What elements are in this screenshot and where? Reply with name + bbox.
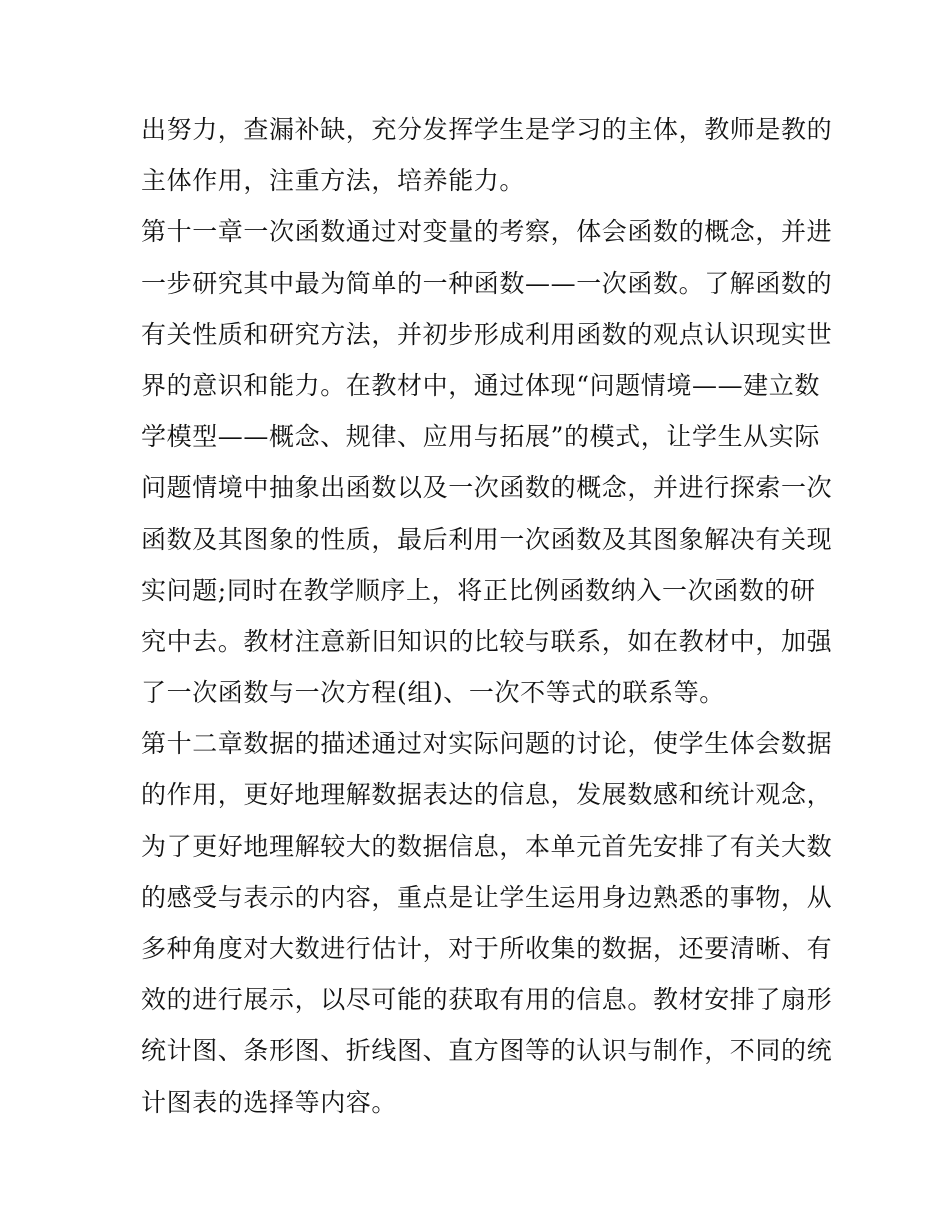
text-line: 计图表的选择等内容。	[141, 1087, 398, 1117]
text-line: 有关性质和研究方法，并初步形成利用函数的观点认识现实世	[141, 319, 833, 349]
text-line: 多种角度对大数进行估计，对于所收集的数据，还要清晰、有	[141, 934, 833, 963]
text-line: 一步研究其中最为简单的一种函数——一次函数。了解函数的	[141, 268, 833, 298]
text-line: 主体作用，注重方法，培养能力。	[141, 166, 526, 196]
text-line: 统计图、条形图、折线图、直方图等的认识与制作，不同的统	[141, 1036, 833, 1066]
body-text	[141, 104, 833, 1128]
text-line: 学模型——概念、规律、应用与拓展”的模式，让学生从实际	[141, 422, 820, 452]
text-line: 实问题;同时在教学顺序上，将正比例函数纳入一次函数的研	[141, 575, 816, 605]
text-line: 为了更好地理解较大的数据信息，本单元首先安排了有关大数	[141, 831, 833, 861]
text-line: 函数及其图象的性质，最后利用一次函数及其图象解决有关现	[141, 524, 833, 554]
text-line: 究中去。教材注意新旧知识的比较与联系，如在教材中，加强	[141, 626, 833, 656]
text-line: 第十二章数据的描述通过对实际问题的讨论，使学生体会数据	[141, 729, 833, 759]
text-line: 界的意识和能力。在教材中，通过体现“问题情境——建立数	[141, 370, 820, 400]
text-line: 问题情境中抽象出函数以及一次函数的概念，并进行探索一次	[141, 473, 833, 503]
text-line: 第十一章一次函数通过对变量的考察，体会函数的概念，并进	[141, 217, 833, 247]
text-line: 出努力，查漏补缺，充分发挥学生是学习的主体，教师是教的	[141, 115, 833, 144]
text-line: 的感受与表示的内容，重点是让学生运用身边熟悉的事物，从	[141, 882, 833, 912]
text-line: 效的进行展示，以尽可能的获取有用的信息。教材安排了扇形	[141, 985, 833, 1015]
text-line: 了一次函数与一次方程(组)、一次不等式的联系等。	[141, 678, 725, 708]
text-line: 的作用，更好地理解数据表达的信息，发展数感和统计观念，	[141, 780, 833, 810]
